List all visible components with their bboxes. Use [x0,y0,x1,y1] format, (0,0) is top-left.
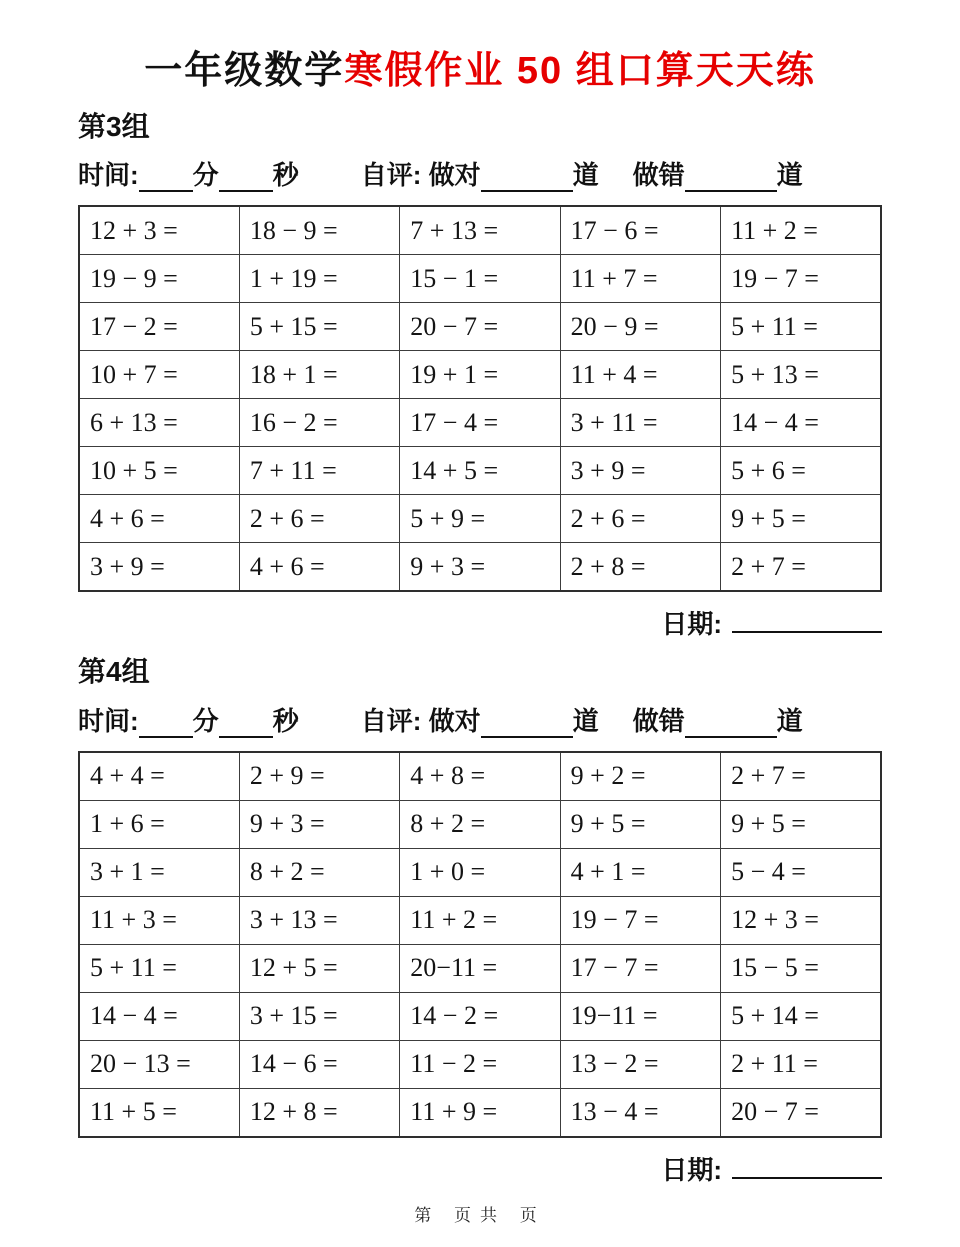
problem-cell: 19 − 7 = [721,255,881,303]
problem-cell: 20 − 13 = [79,1040,239,1088]
problem-cell: 4 + 1 = [560,848,720,896]
problem-cell: 9 + 3 = [239,800,399,848]
minutes-blank [139,709,193,738]
page-footer: 第 页共 页 [414,1205,546,1225]
group-3-meta-line [78,155,882,192]
problem-cell: 3 + 9 = [560,447,720,495]
problem-cell: 9 + 5 = [721,800,881,848]
wrong-count-blank [685,163,777,192]
problem-cell: 16 − 2 = [239,399,399,447]
problem-cell: 18 + 1 = [239,351,399,399]
problem-cell: 20 − 7 = [721,1088,881,1137]
problem-cell: 14 − 2 = [400,992,560,1040]
wrong-label: 做错 [632,705,685,736]
correct-count-blank [481,709,573,738]
group-3-date-line [78,601,882,639]
problem-cell: 5 − 4 = [721,848,881,896]
problem-cell: 8 + 2 = [239,848,399,896]
problem-cell: 1 + 0 = [400,848,560,896]
problem-cell: 3 + 15 = [239,992,399,1040]
problem-row [79,447,881,495]
group-4-date-line [78,1147,882,1185]
problem-cell: 14 − 4 = [79,992,239,1040]
problem-cell: 2 + 6 = [560,495,720,543]
problem-cell: 11 + 3 = [79,896,239,944]
problem-cell: 9 + 3 = [400,543,560,592]
problem-row [79,399,881,447]
problem-cell: 11 + 9 = [400,1088,560,1137]
worksheet-content [78,110,882,1185]
problem-row [79,1040,881,1088]
minutes-blank [139,163,193,192]
problem-cell: 17 − 2 = [79,303,239,351]
problem-row [79,944,881,992]
problem-cell: 4 + 6 = [79,495,239,543]
minute-unit: 分 [192,705,219,736]
date-blank [732,601,882,633]
problem-cell: 19 − 7 = [560,896,720,944]
problem-cell: 11 + 5 = [79,1088,239,1137]
problem-cell: 20 − 7 = [400,303,560,351]
problem-cell: 3 + 13 = [239,896,399,944]
problem-cell: 5 + 9 = [400,495,560,543]
problem-cell: 19 − 9 = [79,255,239,303]
problem-cell: 4 + 8 = [400,752,560,801]
wrong-count-blank [685,709,777,738]
problem-cell: 15 − 1 = [400,255,560,303]
problem-cell: 3 + 9 = [79,543,239,592]
problem-cell: 13 − 4 = [560,1088,720,1137]
correct-count-blank [481,163,573,192]
problem-cell: 3 + 1 = [79,848,239,896]
problem-cell: 3 + 11 = [560,399,720,447]
problem-cell: 5 + 6 = [721,447,881,495]
problem-cell: 4 + 4 = [79,752,239,801]
problem-row [79,206,881,255]
problem-cell: 11 − 2 = [400,1040,560,1088]
time-label: 时间: [78,160,139,191]
problem-cell: 19−11 = [560,992,720,1040]
problem-cell: 18 − 9 = [239,206,399,255]
problem-cell: 2 + 8 = [560,543,720,592]
wrong-label: 做错 [632,160,685,191]
problem-row [79,1088,881,1137]
problem-cell: 17 − 7 = [560,944,720,992]
group-3-label: 第3组 [78,110,150,142]
problem-cell: 12 + 8 = [239,1088,399,1137]
problem-cell: 10 + 7 = [79,351,239,399]
problem-cell: 12 + 3 = [721,896,881,944]
problem-row [79,752,881,801]
problem-cell: 1 + 19 = [239,255,399,303]
title-highlight: 寒假作业 50 组口算天天练 [344,50,816,92]
wrong-unit: 道 [776,160,803,191]
problem-cell: 14 − 4 = [721,399,881,447]
problem-cell: 10 + 5 = [79,447,239,495]
problem-cell: 14 − 6 = [239,1040,399,1088]
problem-cell: 17 − 6 = [560,206,720,255]
wrong-unit: 道 [776,705,803,736]
problem-cell: 2 + 9 = [239,752,399,801]
date-label: 日期: [661,609,722,640]
problem-row [79,495,881,543]
problem-cell: 17 − 4 = [400,399,560,447]
problem-cell: 5 + 11 = [721,303,881,351]
seconds-blank [219,709,273,738]
date-blank [732,1147,882,1179]
problem-cell: 5 + 13 = [721,351,881,399]
problem-cell: 7 + 13 = [400,206,560,255]
second-unit: 秒 [272,705,299,736]
problem-cell: 5 + 15 = [239,303,399,351]
group-4-problems-table [78,751,882,1138]
problem-cell: 7 + 11 = [239,447,399,495]
problem-cell: 2 + 6 = [239,495,399,543]
problem-cell: 12 + 5 = [239,944,399,992]
problem-row [79,896,881,944]
problem-cell: 2 + 7 = [721,543,881,592]
problem-cell: 8 + 2 = [400,800,560,848]
problem-cell: 11 + 2 = [721,206,881,255]
problem-cell: 6 + 13 = [79,399,239,447]
problem-cell: 1 + 6 = [79,800,239,848]
problem-cell: 5 + 14 = [721,992,881,1040]
problem-cell: 4 + 6 = [239,543,399,592]
problem-cell: 20 − 9 = [560,303,720,351]
group-4-label: 第4组 [78,656,150,688]
problem-row [79,992,881,1040]
problem-cell: 19 + 1 = [400,351,560,399]
time-label: 时间: [78,705,139,736]
minute-unit: 分 [192,160,219,191]
correct-unit: 道 [572,160,599,191]
date-label: 日期: [661,1154,722,1185]
problem-cell: 14 + 5 = [400,447,560,495]
problem-cell: 15 − 5 = [721,944,881,992]
problem-cell: 2 + 11 = [721,1040,881,1088]
problem-cell: 9 + 5 = [721,495,881,543]
second-unit: 秒 [272,160,299,191]
correct-unit: 道 [572,705,599,736]
problem-row [79,255,881,303]
title-prefix: 一年级数学 [144,50,345,92]
problem-row [79,800,881,848]
problem-row [79,351,881,399]
self-eval-label: 自评: 做对 [360,160,481,191]
group-3-problems-table [78,205,882,592]
problem-cell: 9 + 5 = [560,800,720,848]
self-eval-label: 自评: 做对 [360,705,481,736]
problem-cell: 20−11 = [400,944,560,992]
problem-cell: 12 + 3 = [79,206,239,255]
problem-cell: 11 + 2 = [400,896,560,944]
problem-cell: 13 − 2 = [560,1040,720,1088]
seconds-blank [219,163,273,192]
group-4-meta-line [78,701,882,738]
problem-cell: 11 + 7 = [560,255,720,303]
problem-cell: 2 + 7 = [721,752,881,801]
problem-cell: 11 + 4 = [560,351,720,399]
problem-cell: 5 + 11 = [79,944,239,992]
page-title [0,0,960,94]
problem-row [79,848,881,896]
problem-row [79,303,881,351]
problem-row [79,543,881,592]
problem-cell: 9 + 2 = [560,752,720,801]
